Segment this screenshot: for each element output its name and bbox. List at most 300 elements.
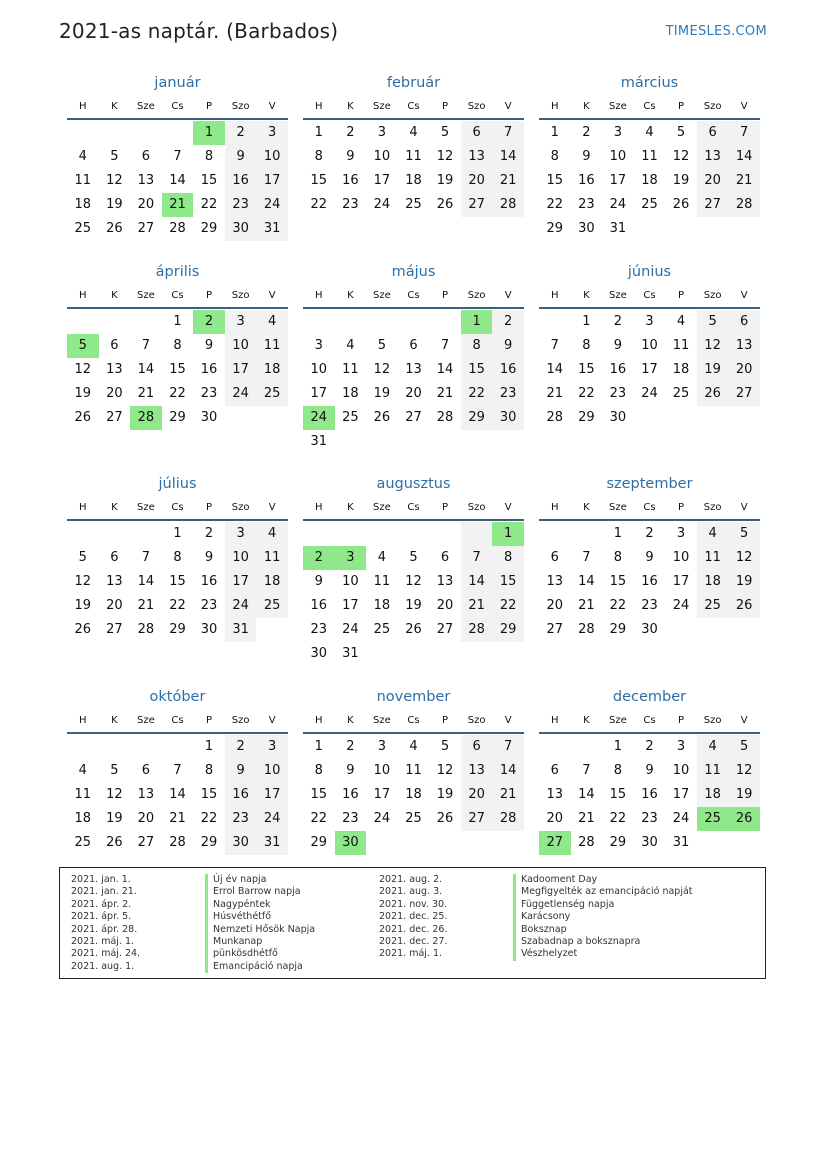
weekday-label: P: [678, 715, 685, 726]
month-október: [67, 686, 288, 855]
empty-day-cell: [571, 735, 603, 759]
day-cell: 7: [141, 550, 151, 565]
day-cell: 27: [137, 835, 155, 850]
holiday-name: Karácsony: [513, 911, 693, 923]
day-cell: 20: [436, 598, 454, 613]
day-cell: 12: [728, 759, 760, 783]
day-cell: 17: [609, 173, 627, 188]
day-cell: 11: [697, 759, 729, 783]
day-cell: 28: [169, 835, 186, 850]
weekday-label: Cs: [643, 290, 656, 301]
day-cell: 13: [461, 145, 493, 169]
day-cell: 4: [409, 739, 418, 754]
empty-day-cell: [67, 735, 99, 759]
day-cell: 17: [641, 362, 658, 377]
day-cell: 29: [578, 410, 595, 425]
weekday-header: [67, 710, 288, 734]
day-cell: 22: [169, 386, 186, 401]
weekday-label: V: [740, 502, 748, 513]
day-cell: 19: [405, 598, 422, 613]
day-cell: 7: [141, 338, 151, 353]
day-cell: 28: [728, 193, 760, 217]
day-cell: 5: [728, 522, 760, 546]
holiday-name: Errol Barrow napja: [205, 886, 315, 898]
day-cell: 29: [200, 221, 218, 236]
weekday-label: V: [504, 101, 512, 112]
legend-date-column: [379, 874, 447, 961]
day-cell: 6: [409, 338, 418, 353]
empty-day-cell: [539, 522, 571, 546]
day-cell: 5: [440, 125, 450, 140]
day-cell: 27: [697, 193, 729, 217]
weekday-label: P: [206, 101, 213, 112]
weekday-header: [67, 285, 288, 309]
day-cell: 9: [204, 338, 214, 353]
day-cell: 25: [74, 835, 92, 850]
day-cell: 14: [461, 570, 493, 594]
day-cell: 23: [641, 598, 658, 613]
holiday-day-cell: 2: [193, 310, 225, 334]
day-cell: 29: [310, 835, 328, 850]
day-cell: 27: [106, 410, 123, 425]
empty-day-cell: [398, 310, 430, 334]
holiday-date: 2021. aug. 1.: [71, 960, 135, 972]
holiday-name: Nagypéntek: [205, 899, 315, 911]
day-cell: 22: [200, 811, 218, 826]
day-cell: 22: [310, 811, 328, 826]
day-grid: [539, 310, 760, 430]
weekday-label: K: [111, 715, 118, 726]
month-name: november: [376, 689, 451, 705]
day-cell: 17: [256, 169, 288, 193]
day-cell: 12: [74, 362, 92, 377]
day-cell: 6: [110, 338, 119, 353]
day-cell: 1: [550, 125, 559, 140]
day-cell: 29: [200, 835, 218, 850]
weekday-label: P: [442, 502, 449, 513]
month-május: [303, 261, 524, 454]
day-cell: 26: [436, 197, 454, 212]
day-cell: 9: [346, 149, 355, 164]
day-cell: 20: [697, 169, 729, 193]
weekday-label: Cs: [407, 101, 420, 112]
weekday-header: [539, 96, 760, 120]
month-name: március: [620, 75, 679, 91]
day-cell: 19: [74, 386, 92, 401]
day-cell: 6: [141, 149, 151, 164]
day-grid: [539, 735, 760, 855]
empty-day-cell: [162, 121, 194, 145]
day-cell: 19: [728, 783, 760, 807]
empty-day-cell: [99, 310, 131, 334]
empty-day-cell: [429, 310, 461, 334]
day-cell: 8: [314, 763, 323, 778]
day-cell: 17: [256, 783, 288, 807]
day-cell: 9: [645, 763, 654, 778]
day-grid: [539, 522, 760, 642]
day-cell: 23: [200, 598, 218, 613]
day-cell: 4: [78, 149, 87, 164]
day-cell: 13: [461, 759, 493, 783]
day-cell: 20: [546, 598, 564, 613]
day-cell: 30: [578, 221, 595, 236]
day-cell: 19: [697, 358, 729, 382]
weekday-label: Szo: [231, 715, 250, 726]
day-cell: 3: [377, 739, 387, 754]
day-cell: 22: [609, 598, 627, 613]
weekday-label: Cs: [407, 715, 420, 726]
day-cell: 2: [582, 125, 591, 140]
empty-day-cell: [99, 121, 131, 145]
empty-day-cell: [398, 522, 430, 546]
day-cell: 19: [672, 173, 690, 188]
day-cell: 8: [204, 763, 214, 778]
day-cell: 28: [461, 618, 493, 642]
day-cell: 2: [645, 526, 654, 541]
day-cell: 31: [342, 646, 359, 661]
weekday-label: H: [551, 101, 559, 112]
day-cell: 5: [728, 735, 760, 759]
day-cell: 18: [641, 173, 658, 188]
day-cell: 23: [200, 386, 218, 401]
day-cell: 8: [461, 334, 493, 358]
holiday-name: Boksznap: [513, 924, 693, 936]
holiday-name: Húsvéthétfő: [205, 911, 315, 923]
weekday-label: Sze: [609, 101, 627, 112]
day-cell: 14: [578, 574, 595, 589]
day-grid: [67, 121, 288, 241]
day-cell: 30: [609, 410, 627, 425]
weekday-label: K: [111, 101, 118, 112]
holiday-name: Új év napja: [205, 874, 315, 886]
day-cell: 25: [74, 221, 92, 236]
weekday-label: Sze: [609, 502, 627, 513]
day-cell: 5: [377, 338, 387, 353]
day-cell: 13: [546, 574, 564, 589]
empty-day-cell: [571, 522, 603, 546]
holiday-day-cell: 30: [335, 831, 367, 855]
day-cell: 19: [106, 811, 123, 826]
day-cell: 28: [492, 807, 524, 831]
holiday-day-cell: 1: [492, 522, 524, 546]
weekday-label: Szo: [703, 290, 722, 301]
weekday-header: [303, 96, 524, 120]
day-cell: 25: [672, 386, 690, 401]
month-name: szeptember: [606, 476, 693, 492]
day-cell: 15: [546, 173, 564, 188]
day-cell: 24: [342, 622, 359, 637]
empty-day-cell: [303, 522, 335, 546]
day-cell: 7: [492, 735, 524, 759]
day-cell: 15: [169, 362, 186, 377]
day-cell: 16: [200, 362, 218, 377]
holiday-name: Emancipáció napja: [205, 961, 315, 973]
empty-day-cell: [67, 522, 99, 546]
weekday-label: Szo: [703, 715, 722, 726]
weekday-label: V: [268, 502, 276, 513]
holiday-date: 2021. aug. 3.: [379, 886, 443, 898]
day-cell: 10: [342, 574, 359, 589]
empty-day-cell: [130, 735, 162, 759]
day-cell: 18: [373, 598, 391, 613]
day-cell: 6: [461, 735, 493, 759]
day-cell: 24: [373, 811, 391, 826]
day-grid: [303, 735, 524, 855]
day-cell: 20: [137, 811, 155, 826]
empty-day-cell: [461, 522, 493, 546]
empty-day-cell: [99, 735, 131, 759]
weekday-label: K: [583, 101, 590, 112]
day-cell: 11: [256, 546, 288, 570]
day-grid: [67, 735, 288, 855]
weekday-label: H: [551, 502, 559, 513]
weekday-label: H: [79, 101, 87, 112]
weekday-label: Szo: [467, 290, 486, 301]
day-cell: 15: [609, 787, 627, 802]
weekday-label: V: [268, 101, 276, 112]
day-cell: 21: [461, 594, 493, 618]
day-cell: 29: [169, 410, 186, 425]
day-cell: 15: [492, 570, 524, 594]
day-cell: 31: [672, 835, 690, 850]
page-title: 2021-as naptár. (Barbados): [59, 19, 339, 43]
day-cell: 5: [697, 310, 729, 334]
legend-name-column: [513, 874, 693, 961]
day-cell: 26: [405, 622, 422, 637]
holiday-date: 2021. dec. 26.: [379, 923, 448, 935]
empty-day-cell: [366, 522, 398, 546]
day-cell: 13: [697, 145, 729, 169]
month-június: [539, 261, 760, 430]
day-cell: 18: [74, 811, 92, 826]
day-cell: 24: [373, 197, 391, 212]
day-cell: 3: [676, 526, 686, 541]
holiday-name: Munkanap: [205, 936, 315, 948]
day-cell: 30: [200, 410, 218, 425]
day-cell: 15: [310, 787, 328, 802]
holiday-date: 2021. dec. 25.: [379, 911, 448, 923]
day-cell: 7: [550, 338, 559, 353]
weekday-label: Cs: [643, 502, 656, 513]
day-cell: 11: [672, 338, 690, 353]
day-cell: 10: [672, 763, 690, 778]
day-cell: 7: [582, 550, 591, 565]
holiday-name: Kadooment Day: [513, 874, 693, 886]
day-cell: 31: [256, 217, 288, 241]
weekday-label: Sze: [373, 290, 391, 301]
day-cell: 29: [169, 622, 186, 637]
month-szeptember: [539, 473, 760, 642]
weekday-label: P: [206, 715, 213, 726]
day-cell: 25: [373, 622, 391, 637]
empty-day-cell: [366, 310, 398, 334]
day-cell: 14: [728, 145, 760, 169]
day-cell: 21: [728, 169, 760, 193]
weekday-label: H: [315, 101, 323, 112]
day-cell: 25: [641, 197, 658, 212]
month-name: július: [158, 476, 197, 492]
weekday-label: H: [79, 715, 87, 726]
weekday-label: Cs: [171, 715, 184, 726]
empty-day-cell: [99, 522, 131, 546]
weekday-header: [67, 96, 288, 120]
day-grid: [303, 121, 524, 217]
day-cell: 27: [461, 807, 493, 831]
day-cell: 25: [697, 594, 729, 618]
weekday-label: H: [315, 715, 323, 726]
day-cell: 7: [461, 546, 493, 570]
day-cell: 26: [697, 382, 729, 406]
day-cell: 14: [492, 759, 524, 783]
day-cell: 23: [578, 197, 595, 212]
day-cell: 16: [225, 783, 257, 807]
weekday-label: Cs: [171, 290, 184, 301]
holiday-name: Nemzeti Hősök Napja: [205, 924, 315, 936]
day-cell: 13: [137, 787, 155, 802]
day-cell: 4: [256, 522, 288, 546]
day-cell: 25: [256, 382, 288, 406]
day-cell: 12: [436, 149, 454, 164]
day-cell: 29: [492, 618, 524, 642]
day-cell: 28: [137, 622, 155, 637]
day-cell: 9: [346, 763, 355, 778]
weekday-label: P: [678, 290, 685, 301]
day-cell: 19: [728, 570, 760, 594]
weekday-label: V: [504, 715, 512, 726]
day-cell: 11: [256, 334, 288, 358]
month-name: június: [627, 264, 672, 280]
day-cell: 7: [440, 338, 450, 353]
day-cell: 14: [137, 362, 155, 377]
empty-day-cell: [67, 310, 99, 334]
weekday-label: Szo: [231, 290, 250, 301]
day-cell: 25: [405, 811, 422, 826]
weekday-label: P: [206, 502, 213, 513]
day-cell: 15: [310, 173, 328, 188]
weekday-label: H: [315, 502, 323, 513]
day-cell: 24: [225, 594, 257, 618]
day-cell: 2: [225, 121, 257, 145]
month-name: december: [612, 689, 687, 705]
day-cell: 1: [613, 739, 623, 754]
weekday-label: Sze: [373, 715, 391, 726]
day-cell: 31: [310, 434, 328, 449]
day-cell: 14: [169, 173, 186, 188]
day-cell: 13: [137, 173, 155, 188]
weekday-label: Cs: [171, 502, 184, 513]
day-cell: 10: [225, 334, 257, 358]
brand-link[interactable]: TIMESLES.COM: [665, 24, 767, 39]
day-cell: 14: [578, 787, 595, 802]
weekday-label: P: [442, 715, 449, 726]
holiday-day-cell: 24: [303, 406, 335, 430]
day-cell: 18: [672, 362, 690, 377]
day-cell: 23: [225, 193, 257, 217]
day-cell: 1: [314, 739, 323, 754]
day-cell: 6: [550, 550, 559, 565]
day-cell: 3: [377, 125, 387, 140]
day-cell: 20: [405, 386, 422, 401]
day-cell: 30: [641, 622, 658, 637]
day-cell: 22: [200, 197, 218, 212]
empty-day-cell: [130, 522, 162, 546]
day-cell: 26: [672, 197, 690, 212]
day-cell: 21: [137, 386, 155, 401]
day-cell: 11: [405, 763, 422, 778]
day-cell: 4: [346, 338, 355, 353]
day-cell: 13: [546, 787, 564, 802]
day-cell: 3: [225, 310, 257, 334]
day-cell: 7: [173, 763, 182, 778]
day-cell: 2: [346, 739, 355, 754]
month-name: május: [391, 264, 436, 280]
weekday-label: P: [442, 290, 449, 301]
day-cell: 8: [613, 550, 623, 565]
day-cell: 8: [314, 149, 323, 164]
day-cell: 1: [173, 314, 182, 329]
day-cell: 26: [436, 811, 454, 826]
day-cell: 27: [461, 193, 493, 217]
month-name: január: [154, 75, 201, 91]
day-cell: 1: [204, 739, 214, 754]
day-cell: 10: [373, 149, 391, 164]
day-cell: 29: [609, 835, 627, 850]
day-cell: 28: [169, 221, 186, 236]
holiday-date: 2021. dec. 27.: [379, 935, 448, 947]
day-cell: 8: [173, 338, 182, 353]
day-cell: 14: [492, 145, 524, 169]
day-cell: 23: [342, 811, 359, 826]
holiday-day-cell: 1: [193, 121, 225, 145]
month-name: április: [155, 264, 200, 280]
holiday-date: 2021. máj. 1.: [71, 935, 135, 947]
day-cell: 30: [225, 217, 257, 241]
holiday-day-cell: 5: [67, 334, 99, 358]
day-cell: 16: [609, 362, 627, 377]
holiday-date: 2021. jan. 1.: [71, 874, 131, 885]
weekday-label: Szo: [703, 502, 722, 513]
day-cell: 5: [676, 125, 686, 140]
day-cell: 15: [578, 362, 595, 377]
day-cell: 22: [578, 386, 595, 401]
day-cell: 15: [169, 574, 186, 589]
weekday-label: H: [315, 290, 323, 301]
day-cell: 8: [173, 550, 182, 565]
weekday-label: K: [111, 502, 118, 513]
day-cell: 17: [310, 386, 328, 401]
day-grid: [67, 310, 288, 430]
day-cell: 20: [728, 358, 760, 382]
weekday-label: Cs: [643, 101, 656, 112]
day-cell: 9: [225, 145, 257, 169]
day-cell: 18: [697, 783, 729, 807]
day-cell: 1: [613, 526, 623, 541]
empty-day-cell: [539, 735, 571, 759]
day-cell: 12: [106, 787, 123, 802]
day-cell: 3: [314, 338, 323, 353]
day-cell: 9: [492, 334, 524, 358]
day-cell: 27: [436, 622, 454, 637]
day-cell: 12: [106, 173, 123, 188]
day-cell: 22: [492, 594, 524, 618]
day-cell: 11: [373, 574, 391, 589]
weekday-label: Sze: [137, 715, 155, 726]
day-cell: 19: [74, 598, 92, 613]
weekday-label: K: [583, 502, 590, 513]
holiday-date: 2021. jan. 21.: [71, 886, 137, 898]
day-cell: 8: [492, 546, 524, 570]
day-cell: 11: [342, 362, 359, 377]
